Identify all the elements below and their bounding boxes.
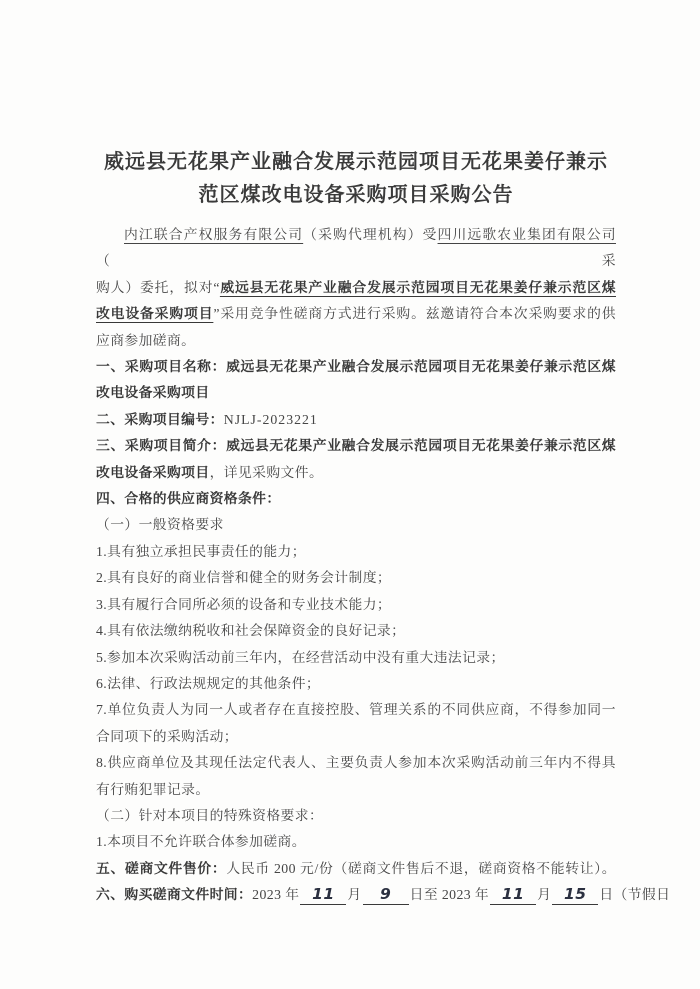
text-segment: 有行贿犯罪记录。 [96, 781, 210, 797]
text-segment: 三、采购项目简介： [96, 438, 227, 454]
text-segment: 1.具有独立承担民事责任的能力； [96, 543, 306, 559]
text-line [96, 645, 616, 671]
text-segment: （二）针对本项目的特殊资格要求： [96, 807, 324, 823]
text-line [96, 697, 616, 723]
text-line [96, 301, 616, 327]
text-line [96, 856, 616, 882]
text-line [96, 512, 616, 538]
text-segment: 四川远歌农业集团有限公司 [437, 227, 616, 242]
text-segment: ”采用竞争性磋商方式进行采购。兹邀请符合本次采购要求的供 [213, 306, 617, 322]
text-segment: 合同项下的采购活动； [96, 728, 238, 744]
text-line [96, 486, 616, 512]
text-segment: 1.本项目不允许联合体参加磋商。 [96, 834, 306, 850]
text-line [96, 460, 616, 486]
text-line [96, 724, 616, 750]
text-line [96, 829, 616, 855]
text-segment: 购人）委托，拟对“ [96, 279, 220, 295]
text-segment: 四、合格的供应商资格条件： [96, 491, 281, 507]
text-segment: 月 [347, 887, 362, 903]
text-segment: 2.具有良好的商业信誉和健全的财务会计制度； [96, 570, 392, 586]
text-segment: （一）一般资格要求 [96, 517, 224, 533]
text-line [96, 539, 616, 565]
text-segment: 改电设备采购项目 [96, 464, 210, 480]
text-line [96, 222, 616, 275]
text-segment: 一、采购项目名称： [96, 359, 227, 375]
handwritten-value: 11 [490, 884, 536, 905]
document-title [0, 0, 700, 218]
text-line [96, 433, 616, 459]
handwritten-value: 15 [552, 884, 598, 905]
text-segment: 改电设备采购项目 [96, 385, 210, 401]
text-segment: 月 [537, 887, 552, 903]
text-segment: 7.单位负责人为同一人或者存在直接控股、管理关系的不同供应商，不得参加同一 [96, 702, 616, 718]
text-line [96, 803, 616, 829]
text-segment: 5.参加本次采购活动前三年内，在经营活动中没有重大违法记录； [96, 649, 505, 665]
text-segment: ，详见采购文件。 [209, 464, 324, 480]
text-segment: 人民币 200 元/份（磋商文件售后不退，磋商资格不能转让）。 [226, 860, 616, 876]
document-body [0, 218, 700, 909]
text-line [96, 328, 616, 354]
text-line [96, 777, 616, 803]
text-segment: 日（节假日 [599, 887, 671, 903]
text-segment: （采购代理机构）受 [303, 227, 438, 242]
text-segment: 4.具有依法缴纳税收和社会保障资金的良好记录； [96, 623, 406, 639]
text-line [96, 750, 616, 776]
text-line [96, 354, 616, 380]
text-segment: 日至 2023 年 [409, 887, 490, 903]
text-segment: NJLJ-2023221 [223, 411, 318, 427]
text-line [96, 592, 616, 618]
text-line [96, 618, 616, 644]
text-segment: 威远县无花果产业融合发展示范园项目无花果姜仔兼示范区煤 [226, 359, 616, 375]
text-segment: 6.法律、行政法规规定的其他条件； [96, 675, 321, 691]
text-segment: 8.供应商单位及其现任法定代表人、主要负责人参加本次采购活动前三年内不得具 [96, 755, 616, 771]
text-line [96, 275, 616, 301]
text-segment: 内江联合产权服务有限公司 [124, 227, 304, 242]
document-title-line-1: 威远县无花果产业融合发展示范园项目无花果姜仔兼示 [104, 151, 608, 173]
text-line [96, 671, 616, 697]
text-segment: 六、购买磋商文件时间： [96, 887, 253, 903]
text-segment: 3.具有履行合同所必须的设备和专业技术能力； [96, 596, 392, 612]
text-segment: 应商参加磋商。 [96, 332, 196, 348]
text-segment: 二、采购项目编号： [96, 411, 224, 427]
text-segment: （采 [96, 253, 616, 269]
text-line [96, 407, 616, 433]
text-line [96, 882, 671, 908]
text-segment: 2023 年 [252, 887, 300, 903]
handwritten-value: 11 [300, 884, 346, 905]
text-segment: 五、磋商文件售价： [96, 860, 227, 876]
text-segment: 威远县无花果产业融合发展示范园项目无花果姜仔兼示范区煤 [219, 279, 616, 295]
document-title-line-2: 范区煤改电设备采购项目采购公告 [198, 184, 514, 206]
text-line [96, 565, 616, 591]
text-segment: 改电设备采购项目 [96, 306, 214, 322]
text-segment: 威远县无花果产业融合发展示范园项目无花果姜仔兼示范区煤 [226, 438, 616, 454]
handwritten-value: 9 [363, 884, 409, 905]
text-line [96, 380, 616, 406]
